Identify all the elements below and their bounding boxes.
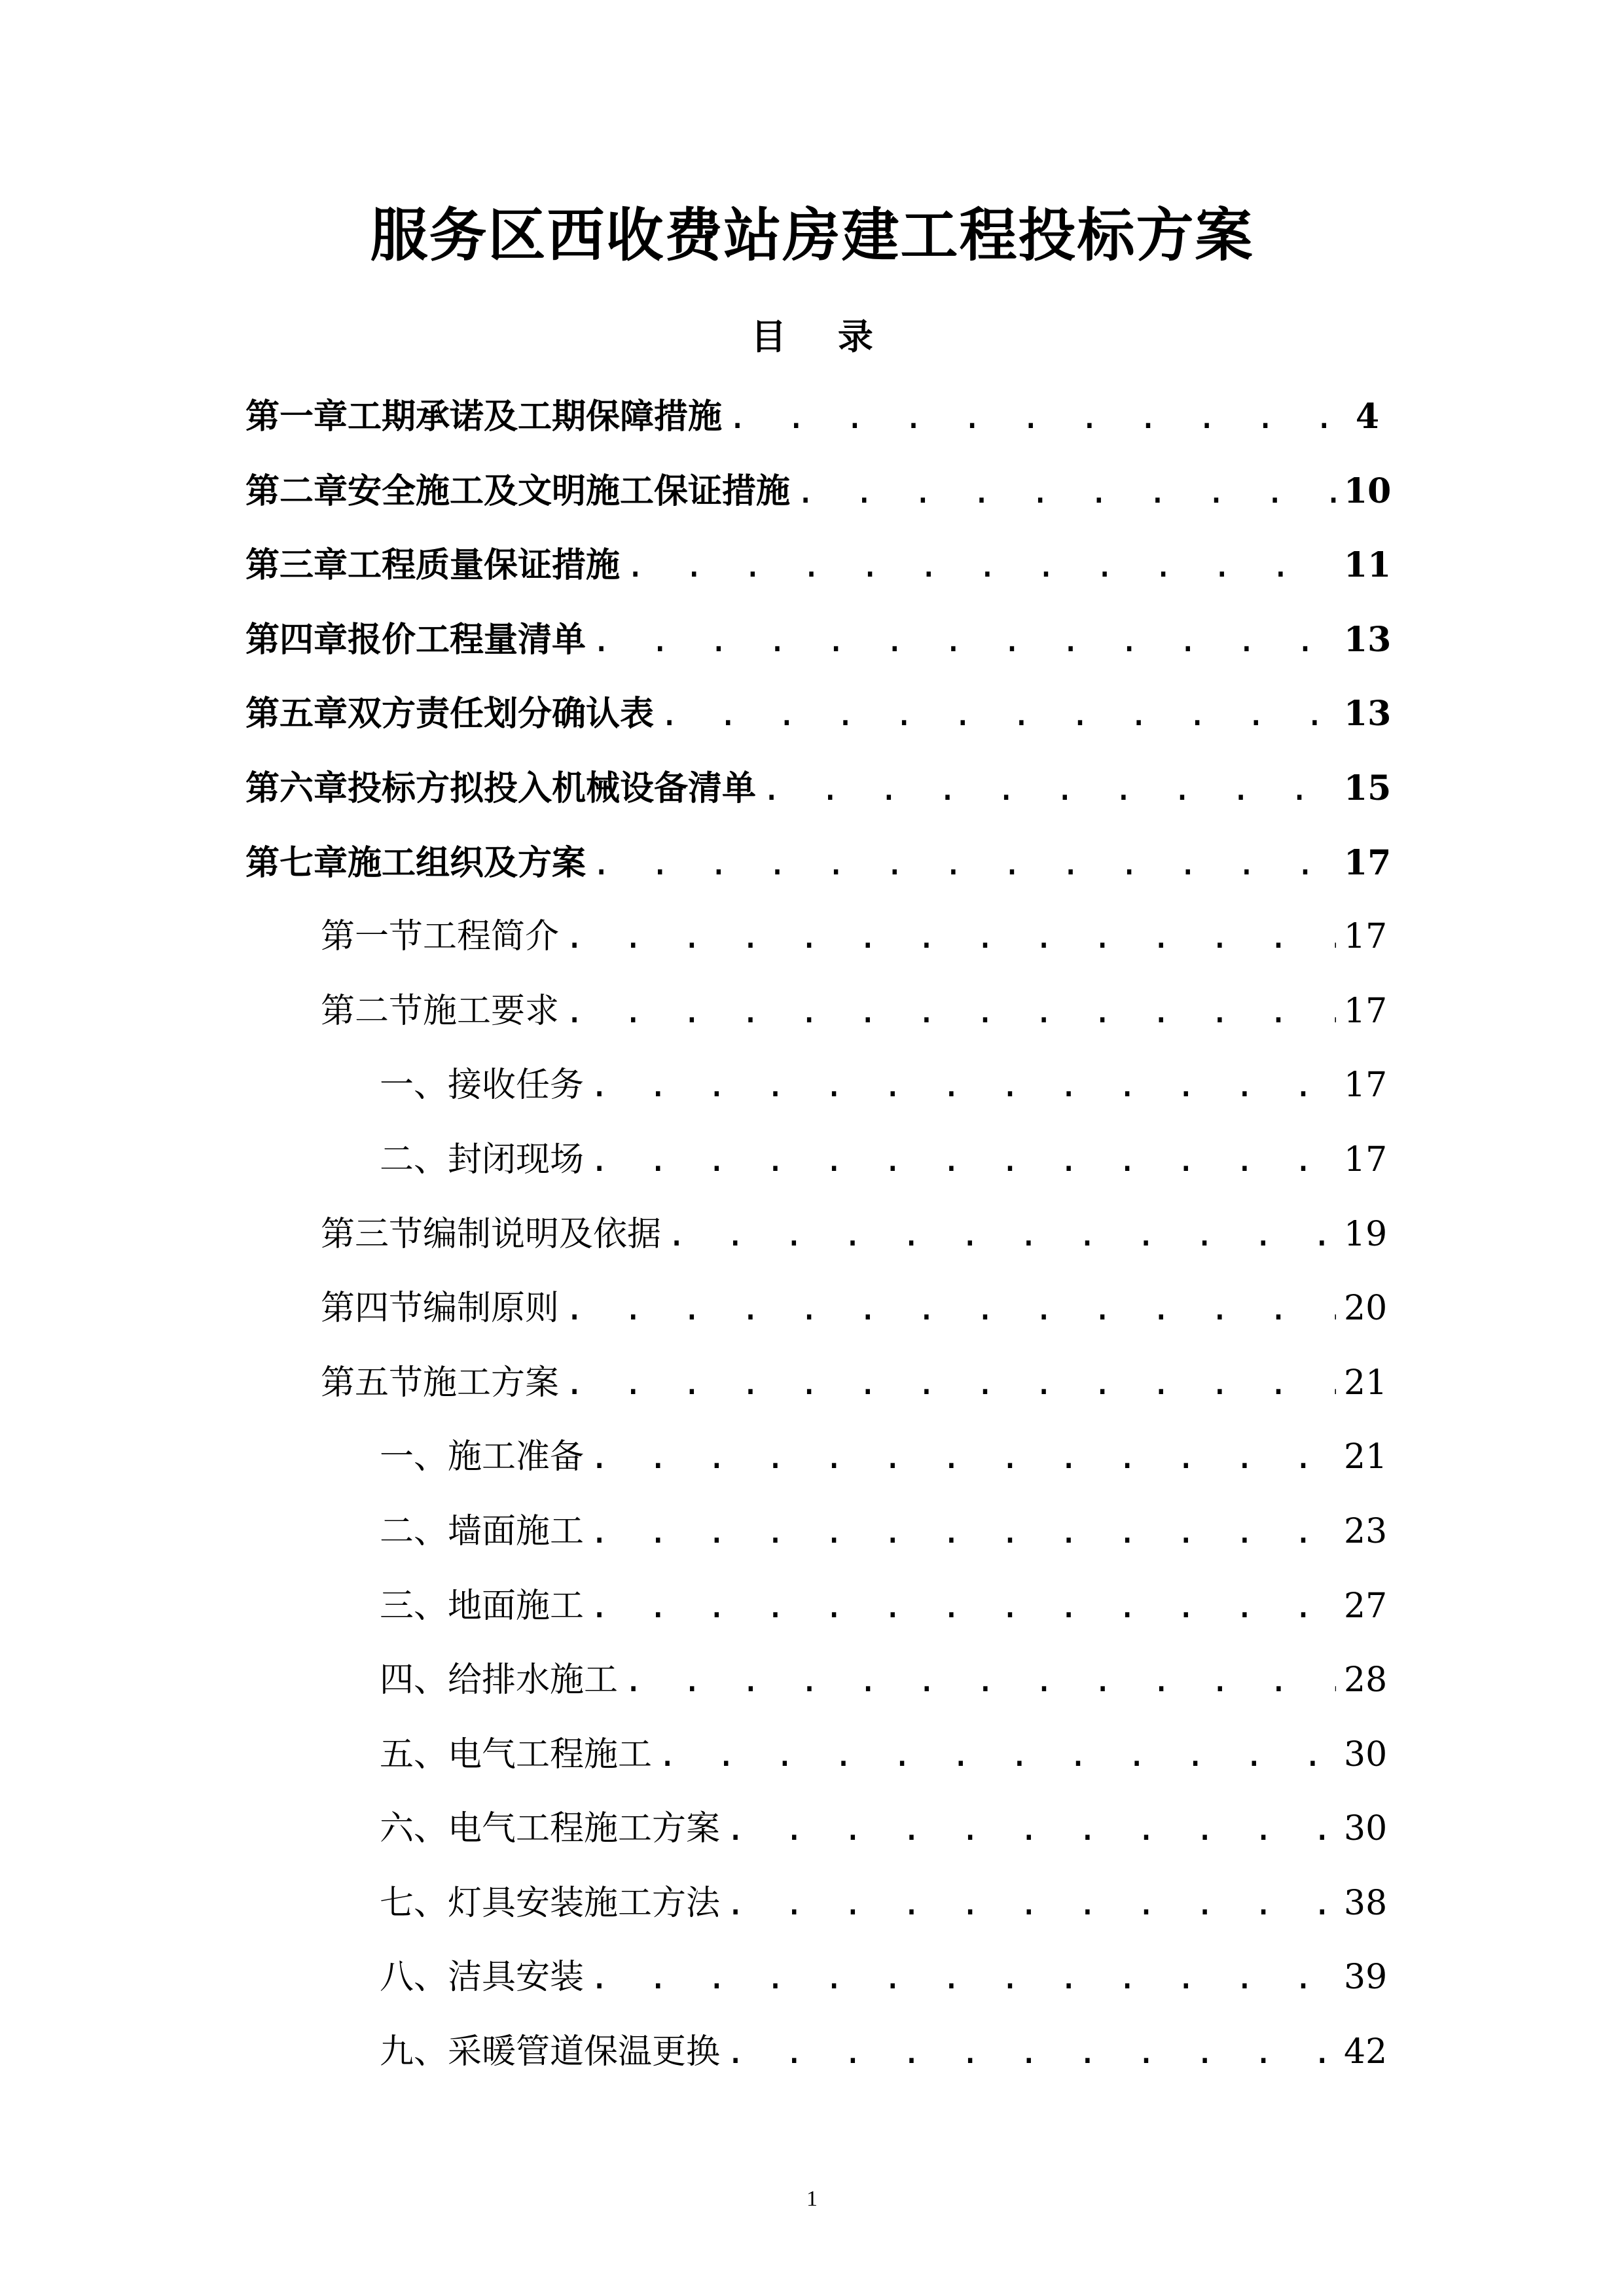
toc-entry-page: 15 bbox=[1344, 768, 1392, 808]
toc-entry-number: 第六章 bbox=[245, 768, 348, 808]
toc-entry[interactable] bbox=[245, 1718, 1388, 1793]
toc-entry-page: 30 bbox=[1344, 1734, 1388, 1774]
toc-entry-page: 17 bbox=[1344, 1139, 1388, 1179]
toc-entry-number: 第二章 bbox=[245, 471, 348, 511]
toc-entry[interactable] bbox=[245, 1272, 1388, 1346]
toc-entry-page: 17 bbox=[1344, 917, 1388, 957]
toc-dot-leader bbox=[725, 1792, 1336, 1867]
toc-entry-label: 灯具安装施工方法 bbox=[448, 1883, 721, 1923]
toc-entry[interactable] bbox=[245, 1643, 1388, 1718]
toc-entry-label: 电气工程施工 bbox=[448, 1734, 653, 1774]
toc-entry-number: 八、 bbox=[380, 1958, 448, 1998]
toc-entry[interactable] bbox=[245, 1346, 1388, 1421]
toc-entry-label: 施工方案 bbox=[423, 1363, 560, 1403]
toc-entry-label: 施工要求 bbox=[423, 991, 560, 1031]
toc-entry-number: 四、 bbox=[380, 1660, 448, 1700]
toc-dot-leader bbox=[589, 1570, 1336, 1644]
toc-entry-number: 七、 bbox=[380, 1883, 448, 1923]
toc-entry-page: 23 bbox=[1344, 1511, 1388, 1551]
toc-dot-leader bbox=[564, 975, 1336, 1049]
toc-entry[interactable] bbox=[245, 826, 1392, 901]
toc-entry[interactable] bbox=[245, 1867, 1388, 1941]
toc-entry[interactable] bbox=[245, 454, 1392, 529]
toc-entry-page: 10 bbox=[1344, 471, 1392, 511]
toc-entry[interactable] bbox=[245, 528, 1392, 603]
toc-entry-number: 二、 bbox=[380, 1139, 448, 1179]
toc-entry-number: 第三章 bbox=[245, 546, 348, 586]
toc-entry-number: 第五节 bbox=[321, 1363, 424, 1403]
toc-entry-number: 五、 bbox=[380, 1734, 448, 1774]
toc-dot-leader bbox=[564, 900, 1336, 975]
toc-entry-label: 采暖管道保温更换 bbox=[448, 2032, 721, 2072]
toc-entry[interactable] bbox=[245, 2015, 1388, 2090]
toc-dot-leader bbox=[564, 1346, 1336, 1421]
toc-entry-label: 电气工程施工方案 bbox=[448, 1809, 721, 1849]
toc-entry[interactable] bbox=[245, 1941, 1388, 2015]
toc-entry-number: 第二节 bbox=[321, 991, 424, 1031]
toc-entry-page: 17 bbox=[1344, 1066, 1388, 1105]
toc-entry-number: 三、 bbox=[380, 1586, 448, 1626]
toc-entry[interactable] bbox=[245, 380, 1379, 454]
toc-dot-leader bbox=[761, 752, 1336, 827]
toc-entry-number: 第四节 bbox=[321, 1289, 424, 1329]
toc-entry-number: 九、 bbox=[380, 2032, 448, 2072]
toc-entry[interactable] bbox=[245, 1198, 1388, 1272]
toc-dot-leader bbox=[725, 1867, 1336, 1941]
toc-entry-page: 39 bbox=[1344, 1958, 1388, 1998]
toc-entry-label: 施工准备 bbox=[448, 1437, 585, 1477]
toc-entry-label: 双方责任划分确认表 bbox=[348, 694, 655, 734]
toc-entry-page: 42 bbox=[1344, 2032, 1388, 2072]
toc-entry-number: 二、 bbox=[380, 1511, 448, 1551]
toc-entry-number: 第五章 bbox=[245, 694, 348, 734]
toc-entry-page: 27 bbox=[1344, 1586, 1388, 1626]
toc-dot-leader bbox=[625, 529, 1336, 603]
toc-entry-page: 30 bbox=[1344, 1809, 1388, 1849]
toc-entry[interactable] bbox=[245, 1570, 1388, 1644]
toc-entry-label: 洁具安装 bbox=[448, 1958, 585, 1998]
toc-entry-label: 工期承诺及工期保障措施 bbox=[348, 397, 723, 437]
toc-entry-page: 21 bbox=[1344, 1437, 1388, 1477]
toc-entry-page: 19 bbox=[1344, 1214, 1388, 1254]
toc-entry-number: 一、 bbox=[380, 1437, 448, 1477]
toc-entry-label: 墙面施工 bbox=[448, 1511, 585, 1551]
toc-entry-label: 报价工程量清单 bbox=[348, 620, 586, 660]
toc-entry-label: 投标方拟投入机械设备清单 bbox=[348, 768, 757, 808]
toc-entry-number: 六、 bbox=[380, 1809, 448, 1849]
toc-entry-label: 给排水施工 bbox=[448, 1660, 619, 1700]
toc-entry[interactable] bbox=[245, 1049, 1388, 1123]
toc-entry-page: 21 bbox=[1344, 1363, 1388, 1403]
table-of-contents bbox=[245, 380, 1392, 2090]
toc-dot-leader bbox=[589, 1495, 1336, 1570]
toc-dot-leader bbox=[659, 677, 1336, 752]
toc-entry[interactable] bbox=[245, 900, 1388, 975]
toc-entry-number: 第一章 bbox=[245, 397, 348, 437]
toc-entry-page: 20 bbox=[1344, 1289, 1388, 1329]
toc-entry-page: 4 bbox=[1355, 397, 1379, 437]
toc-entry[interactable] bbox=[245, 975, 1388, 1049]
toc-entry-number: 第四章 bbox=[245, 620, 348, 660]
toc-dot-leader bbox=[589, 1941, 1336, 2015]
toc-entry-number: 第一节 bbox=[321, 917, 424, 957]
toc-entry[interactable] bbox=[245, 603, 1392, 677]
toc-entry-label: 编制说明及依据 bbox=[423, 1214, 662, 1254]
toc-entry-page: 28 bbox=[1344, 1660, 1388, 1700]
toc-dot-leader bbox=[795, 455, 1336, 529]
toc-entry[interactable] bbox=[245, 751, 1392, 826]
toc-entry-number: 第七章 bbox=[245, 843, 348, 883]
toc-dot-leader bbox=[591, 827, 1336, 901]
toc-dot-leader bbox=[591, 603, 1336, 678]
toc-entry-page: 13 bbox=[1344, 694, 1392, 734]
page-number: 1 bbox=[806, 2187, 818, 2211]
toc-entry-label: 安全施工及文明施工保证措施 bbox=[348, 471, 791, 511]
toc-dot-leader bbox=[727, 380, 1336, 455]
toc-dot-leader bbox=[623, 1643, 1336, 1718]
toc-dot-leader bbox=[666, 1198, 1336, 1272]
toc-entry-label: 接收任务 bbox=[448, 1066, 585, 1105]
toc-dot-leader bbox=[589, 1420, 1336, 1495]
toc-entry[interactable] bbox=[245, 677, 1392, 751]
toc-entry-number: 第三节 bbox=[321, 1214, 424, 1254]
toc-entry-label: 编制原则 bbox=[423, 1289, 560, 1329]
toc-dot-leader bbox=[725, 2015, 1336, 2090]
toc-dot-leader bbox=[657, 1718, 1336, 1793]
toc-heading: 目 录 bbox=[751, 316, 893, 357]
toc-entry-label: 封闭现场 bbox=[448, 1139, 585, 1179]
toc-entry[interactable] bbox=[245, 1420, 1388, 1495]
toc-entry-page: 13 bbox=[1344, 619, 1392, 660]
toc-entry[interactable] bbox=[245, 1123, 1388, 1198]
toc-entry-number: 一、 bbox=[380, 1066, 448, 1105]
toc-entry-label: 地面施工 bbox=[448, 1586, 585, 1626]
toc-entry-label: 施工组织及方案 bbox=[348, 843, 586, 883]
toc-entry-label: 工程简介 bbox=[423, 917, 560, 957]
toc-entry[interactable] bbox=[245, 1792, 1388, 1867]
toc-dot-leader bbox=[564, 1272, 1336, 1346]
toc-entry-page: 11 bbox=[1344, 545, 1392, 586]
toc-entry-page: 38 bbox=[1344, 1883, 1388, 1923]
toc-entry[interactable] bbox=[245, 1495, 1388, 1570]
toc-entry-page: 17 bbox=[1344, 842, 1392, 883]
toc-entry-label: 工程质量保证措施 bbox=[348, 546, 621, 586]
toc-dot-leader bbox=[589, 1123, 1336, 1198]
toc-dot-leader bbox=[589, 1049, 1336, 1123]
document-title: 服务区西收费站房建工程投标方案 bbox=[370, 202, 1254, 269]
toc-entry-page: 17 bbox=[1344, 991, 1388, 1031]
